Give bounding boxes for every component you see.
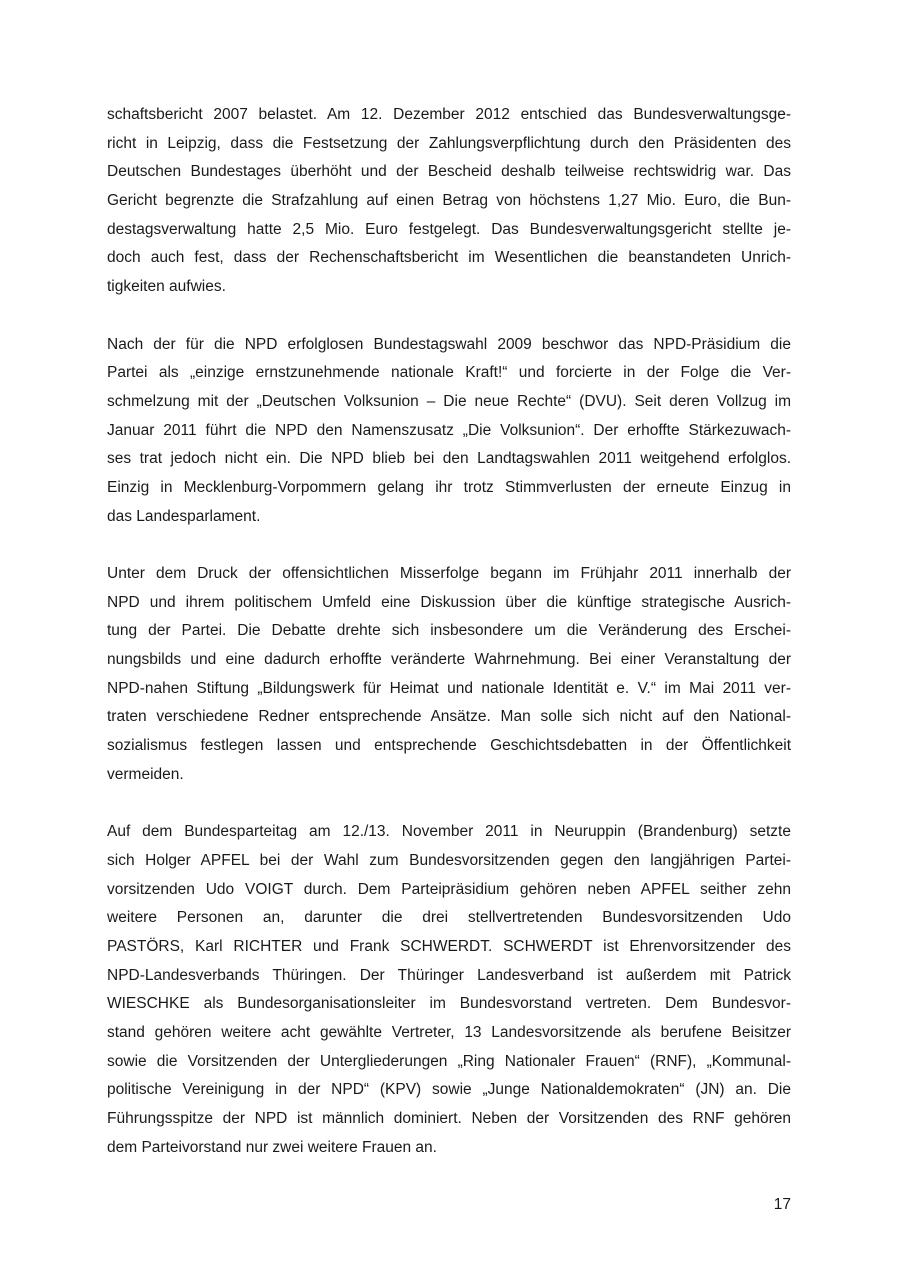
text-line: Unter dem Druck der offensichtlichen Misserfolge begann im Frühjahr 2011 innerhalb der <box>107 565 791 582</box>
text-line: das Landesparlament. <box>107 507 261 525</box>
text-line: sowie die Vorsitzenden der Untergliederungen „Ring Nationaler Frauen“ (RNF), „Kommunal- <box>107 1052 791 1070</box>
text-line: richt in Leipzig, dass die Festsetzung der Zahlungsverpflichtung durch den Präsidenten des <box>107 134 791 152</box>
text-line: Partei als „einzige ernstzunehmende nationale Kraft!“ und forcierte in der Folge die Ver- <box>107 364 791 382</box>
text-line: Auf dem Bundesparteitag am 12./13. November 2011 in Neuruppin (Brandenburg) setzte <box>107 823 791 841</box>
text-line: schaftsbericht 2007 belastet. Am 12. Dezember 2012 entschied das Bundesverwaltungsge- <box>107 106 791 123</box>
text-line: Deutschen Bundestages überhöht und der Bescheid deshalb teilweise rechtswidrig war. Das <box>107 163 791 181</box>
text-line: ses trat jedoch nicht ein. Die NPD blieb bei den Landtagswahlen 2011 weitgehend erfolglos. <box>107 450 791 468</box>
text-line: vermeiden. <box>107 765 184 783</box>
text-line: Führungsspitze der NPD ist männlich dominiert. Neben der Vorsitzenden des RNF gehören <box>107 1110 791 1128</box>
text-line: sozialismus festlegen lassen und entsprechende Geschichtsdebatten in der Öffentlichkeit <box>107 737 791 755</box>
text-line: traten verschiedene Redner entsprechende Ansätze. Man solle sich nicht auf den National- <box>107 708 791 726</box>
text-line: Nach der für die NPD erfolglosen Bundestagswahl 2009 beschwor das NPD-Präsidium die <box>107 335 791 353</box>
text-line: WIESCHKE als Bundesorganisationsleiter im Bundesvorstand vertreten. Dem Bundesvor- <box>107 995 791 1013</box>
text-line: doch auch fest, dass der Rechenschaftsbericht im Wesentlichen die beanstandeten Unrich- <box>107 249 791 267</box>
text-line: nungsbilds und eine dadurch erhoffte veränderte Wahrnehmung. Bei einer Veranstaltung der <box>107 651 791 669</box>
text-line: dem Parteivorstand nur zwei weitere Frauen an. <box>107 1138 437 1156</box>
page-number: 17 <box>773 1196 791 1213</box>
paragraph-1 <box>107 101 791 302</box>
text-line: politische Vereinigung in der NPD“ (KPV) sowie „Junge Nationaldemokraten“ (JN) an. Die <box>107 1081 791 1099</box>
text-line: NPD-Landesverbands Thüringen. Der Thüringer Landesverband ist außerdem mit Patrick <box>107 966 791 984</box>
text-line: tung der Partei. Die Debatte drehte sich insbesondere um die Veränderung des Erschei- <box>107 622 791 640</box>
text-line: vorsitzenden Udo VOIGT durch. Dem Parteipräsidium gehören neben APFEL seither zehn <box>107 880 791 898</box>
text-line: NPD und ihrem politischem Umfeld eine Diskussion über die künftige strategische Ausrich- <box>107 593 791 611</box>
paragraph-2 <box>107 331 791 532</box>
text-line: Einzig in Mecklenburg-Vorpommern gelang ihr trotz Stimmverlusten der erneute Einzug in <box>107 478 791 496</box>
paragraph-3 <box>107 560 791 790</box>
text-line: NPD-nahen Stiftung „Bildungswerk für Heimat und nationale Identität e. V.“ im Mai 2011 ver- <box>107 679 791 697</box>
text-line: weitere Personen an, darunter die drei stellvertretenden Bundesvorsitzenden Udo <box>107 909 791 927</box>
text-line: Gericht begrenzte die Strafzahlung auf einen Betrag von höchstens 1,27 Mio. Euro, die Bun- <box>107 192 791 210</box>
body-text <box>107 101 791 1191</box>
text-line: Januar 2011 führt die NPD den Namenszusatz „Die Volksunion“. Der erhoffte Stärkezuwach- <box>107 421 791 439</box>
text-line: schmelzung mit der „Deutschen Volksunion – Die neue Rechte“ (DVU). Seit deren Vollzug im <box>107 392 791 410</box>
text-line: tigkeiten aufwies. <box>107 278 226 296</box>
text-line: PASTÖRS, Karl RICHTER und Frank SCHWERDT. SCHWERDT ist Ehrenvorsitzender des <box>107 937 791 955</box>
text-line: sich Holger APFEL bei der Wahl zum Bundesvorsitzenden gegen den langjährigen Partei- <box>107 851 791 869</box>
text-line: stand gehören weitere acht gewählte Vertreter, 13 Landesvorsitzende als berufene Beisitzer <box>107 1024 791 1041</box>
paragraph-4 <box>107 818 791 1162</box>
text-line: destagsverwaltung hatte 2,5 Mio. Euro festgelegt. Das Bundesverwaltungsgericht stellte je- <box>107 220 791 238</box>
